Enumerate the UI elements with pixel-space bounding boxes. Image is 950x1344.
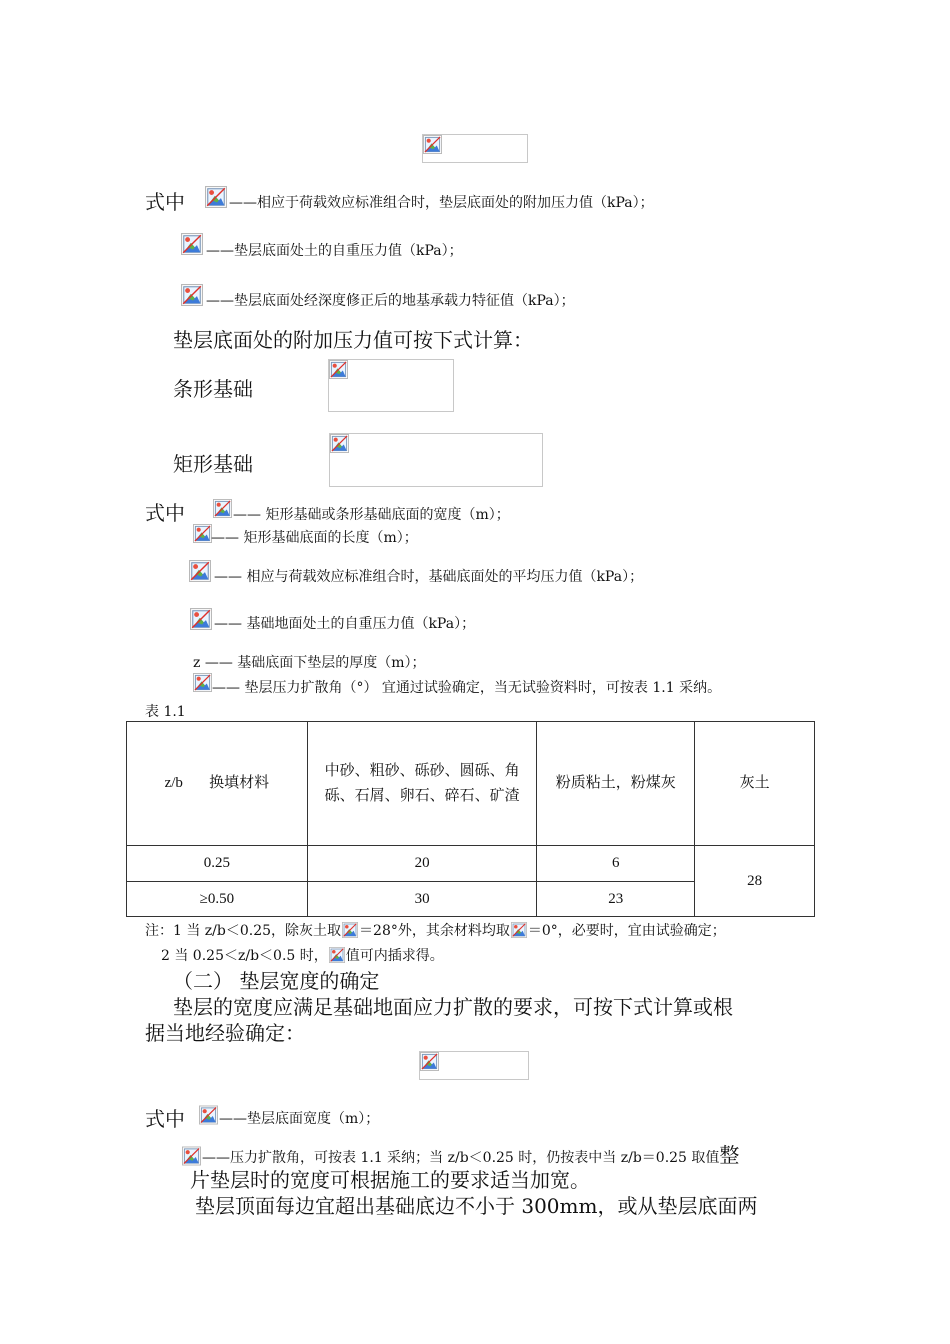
broken-image-icon [205, 186, 227, 208]
formula-image-width [419, 1051, 529, 1080]
table-cell: 23 [537, 882, 695, 917]
note-text: 2 当 0.25＜z/b＜0.5 时， [161, 948, 328, 964]
formula-prefix: 式中 [145, 190, 185, 214]
formula-prefix: 式中 [145, 501, 185, 525]
definition-text: —— 垫层压力扩散角（°） 宜通过试验确定，当无试验资料时，可按表 1.1 采纳。 [212, 680, 722, 696]
broken-image-icon [420, 1052, 439, 1071]
paragraph: 片垫层时的宽度可根据施工的要求适当加宽。 [190, 1168, 590, 1192]
broken-image-icon [189, 558, 211, 584]
note-text: 注：1 当 z/b＜0.25，除灰土取 [145, 923, 342, 939]
note-text: 值可内插求得。 [345, 948, 444, 964]
paragraph: 据当地经验确定： [145, 1021, 305, 1045]
definition-text: ——垫层底面宽度（m）； [219, 1111, 380, 1127]
section-heading: （二） 垫层宽度的确定 [173, 969, 380, 993]
table-note-line-2 [161, 945, 444, 965]
table-header-cell: 中砂、粗砂、砾砂、圆砾、角砾、石屑、卵石、碎石、矿渣 [307, 722, 537, 846]
definition-text: z —— 基础底面下垫层的厚度（m）； [193, 655, 426, 671]
broken-image-icon [423, 135, 442, 154]
definition-text: ——垫层底面处土的自重压力值（kPa）； [206, 243, 463, 259]
definition-text: —— 基础地面处土的自重压力值（kPa）； [214, 616, 476, 632]
paragraph: 垫层底面处的附加压力值可按下式计算： [173, 328, 533, 352]
formula-image-strip [328, 359, 454, 412]
broken-image-icon [330, 434, 349, 453]
strip-foundation-label: 条形基础 [173, 377, 253, 401]
broken-image-icon [190, 607, 212, 631]
table-cell: 0.25 [127, 846, 308, 882]
table-caption: 表 1.1 [145, 704, 186, 720]
table-header-row [127, 722, 815, 846]
header-zb: z/b [164, 775, 183, 791]
note-text: ＝0°，必要时，宜由试验确定； [527, 923, 726, 939]
definition-text: —— 相应与荷载效应标准组合时，基础底面处的平均压力值（kPa）； [214, 569, 644, 585]
broken-image-icon [199, 1103, 218, 1127]
broken-image-icon [329, 360, 348, 379]
formula-image-top [422, 134, 528, 163]
definition-text: ——压力扩散角，可按表 1.1 采纳；当 z/b＜0.25 时，仍按表中当 z/b＝0.25 取值 [202, 1150, 720, 1166]
broken-image-icon [181, 233, 203, 255]
broken-image-icon [193, 524, 212, 543]
header-material: 换填材料 [209, 775, 270, 791]
broken-image-icon [342, 922, 358, 938]
broken-image-icon [511, 922, 527, 938]
table-cell-merged: 28 [695, 846, 815, 917]
table-note-line-1 [145, 920, 726, 940]
paragraph: 垫层顶面每边宜超出基础底边不小于 300mm，或从垫层底面两 [195, 1194, 758, 1218]
broken-image-icon [213, 499, 232, 518]
table-cell: 20 [307, 846, 537, 882]
definition-text: —— 矩形基础底面的长度（m）； [211, 530, 418, 546]
table-cell: ≥0.50 [127, 882, 308, 917]
definition-text: 整 [719, 1143, 740, 1167]
broken-image-icon [181, 284, 203, 306]
table-1-1 [126, 721, 815, 917]
table-header-cell: 灰土 [695, 722, 815, 846]
broken-image-icon [193, 673, 212, 692]
broken-image-icon [329, 947, 345, 963]
definition-text: —— 矩形基础或条形基础底面的宽度（m）； [233, 507, 510, 523]
definition-text: ——相应于荷载效应标准组合时，垫层底面处的附加压力值（kPa）； [229, 195, 654, 211]
table-header-cell [127, 722, 308, 846]
paragraph: 垫层的宽度应满足基础地面应力扩散的要求，可按下式计算或根 [173, 995, 733, 1019]
formula-image-rect [329, 433, 543, 487]
definition-text: ——垫层底面处经深度修正后的地基承载力特征值（kPa）； [206, 293, 575, 309]
table-header-cell: 粉质粘土，粉煤灰 [537, 722, 695, 846]
note-text: ＝28°外，其余材料均取 [359, 923, 510, 939]
table-cell: 30 [307, 882, 537, 917]
formula-prefix: 式中 [145, 1107, 185, 1131]
table-cell: 6 [537, 846, 695, 882]
table-row [127, 846, 815, 882]
rect-foundation-label: 矩形基础 [173, 452, 253, 476]
